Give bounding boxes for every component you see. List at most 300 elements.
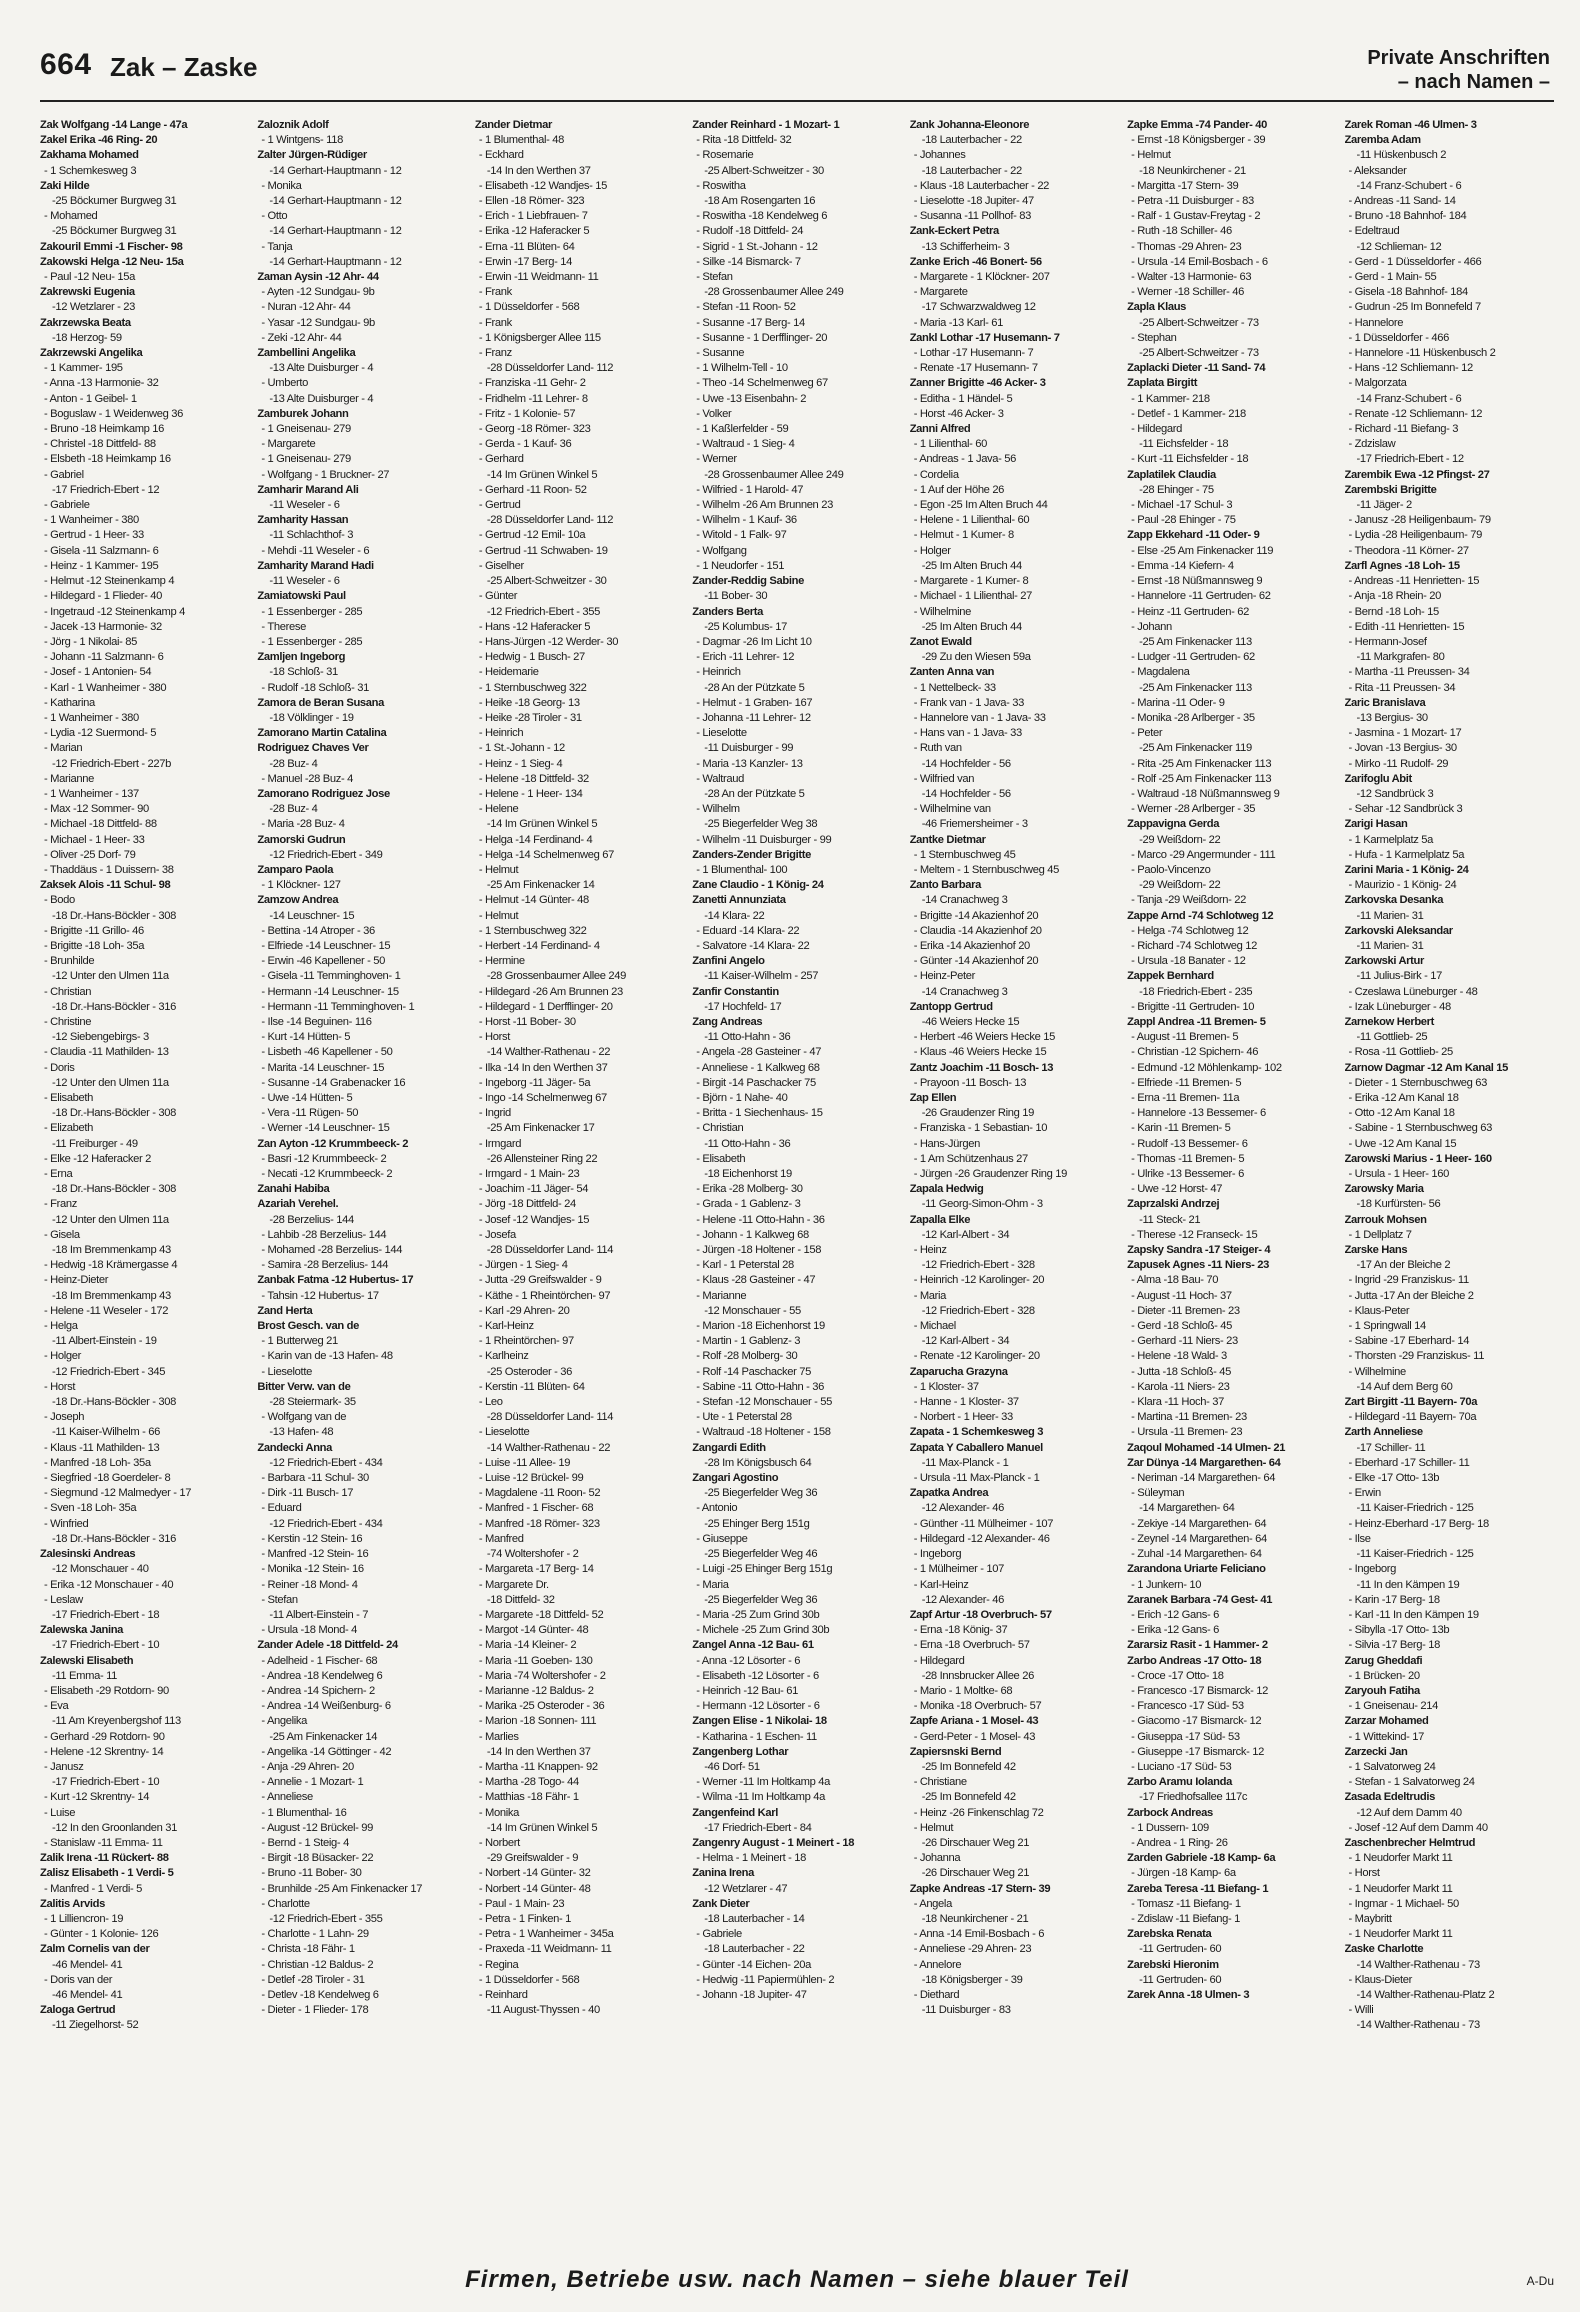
directory-entry: -12 Monschauer - 55 <box>704 1304 801 1317</box>
directory-entry: Zanfir Constantin <box>692 985 779 998</box>
directory-entry: -12 Wetzlarer - 23 <box>52 301 136 314</box>
directory-entry: - Erna -11 Blüten- 64 <box>478 240 575 253</box>
directory-entry: Zank Dieter <box>692 1897 750 1910</box>
directory-entry: -11 Gottlieb- 25 <box>1356 1031 1428 1044</box>
directory-entry: - Ernst -18 Nüßmannsweg 9 <box>1131 575 1263 588</box>
directory-entry: - Wolfgang - 1 Bruckner- 27 <box>261 468 390 481</box>
directory-entry: - Helene <box>478 803 519 816</box>
directory-entry: - Gerd-Peter - 1 Mosel- 43 <box>913 1730 1036 1743</box>
directory-entry: Zanner Brigitte -46 Acker- 3 <box>909 377 1046 390</box>
directory-entry: - Detlef -28 Tiroler - 31 <box>261 1973 365 1986</box>
directory-entry: Zander-Reddig Sabine <box>692 575 804 588</box>
directory-entry: - Ruth -18 Schiller- 46 <box>1131 225 1232 238</box>
directory-entry: Zanten Anna van <box>909 666 995 679</box>
directory-entry: - Ursula -14 Emil-Bosbach - 6 <box>1131 255 1268 268</box>
directory-entry: - Gerd -18 Schloß- 45 <box>1131 1320 1232 1333</box>
directory-entry: - Giuseppe <box>696 1532 748 1545</box>
directory-entry: - Horst <box>478 1031 510 1044</box>
directory-entry: -14 Im Grünen Winkel 5 <box>486 818 598 831</box>
directory-entry: Zalesinski Andreas <box>40 1548 136 1561</box>
directory-entry: - 1 Brücken- 20 <box>1348 1669 1420 1682</box>
directory-entry: Zarek Anna -18 Ulmen- 3 <box>1127 1988 1250 2001</box>
directory-entry: - Volker <box>696 407 732 420</box>
directory-entry: - Heinz-Eberhard -17 Berg- 18 <box>1348 1517 1489 1530</box>
directory-entry: - Fridhelm -11 Lehrer- 8 <box>478 392 588 405</box>
directory-entry: - Johann -11 Salzmann- 6 <box>44 651 164 664</box>
directory-entry: - Karin -17 Berg- 18 <box>1348 1593 1440 1606</box>
directory-entry: - Croce -17 Otto- 18 <box>1131 1669 1224 1682</box>
directory-entry: -13 Alte Duisburger - 4 <box>269 362 374 375</box>
directory-entry: - Lieselotte -18 Jupiter- 47 <box>913 195 1034 208</box>
directory-entry: -25 Am Finkenacker 14 <box>269 1730 378 1743</box>
directory-entry: - Monika <box>261 179 302 192</box>
directory-entry: - Hermine <box>478 955 525 968</box>
directory-entry: Zarth Anneliese <box>1344 1426 1423 1439</box>
directory-entry: - Josef - 1 Antonien- 54 <box>44 666 152 679</box>
directory-entry: -11 Otto-Hahn - 36 <box>704 1031 791 1044</box>
directory-entry: -13 Hafen- 48 <box>269 1426 334 1439</box>
page-footer <box>40 2266 1554 2298</box>
directory-entry: - Silke -14 Bismarck- 7 <box>696 255 801 268</box>
directory-entry: - Ernst -18 Königsberger - 39 <box>1131 134 1266 147</box>
directory-entry: - Heinz-Peter <box>913 970 976 983</box>
directory-entry: - Jürgen -18 Holtener - 158 <box>696 1244 822 1257</box>
directory-entry: - Brigitte -14 Akazienhof 20 <box>913 909 1039 922</box>
directory-entry: - 1 Kammer- 218 <box>1131 392 1210 405</box>
directory-entry: -17 Hochfeld- 17 <box>704 1000 782 1013</box>
directory-entry: - Helene -18 Dittfeld- 32 <box>478 772 589 785</box>
directory-entry: - Susanne -17 Berg- 14 <box>696 316 805 329</box>
directory-column <box>1345 118 1554 2252</box>
directory-entry: - Heidemarie <box>478 666 539 679</box>
directory-entry: -28 Grossenbaumer Allee 249 <box>486 970 627 983</box>
directory-entry: - Petra - 1 Wanheimer - 345a <box>478 1928 614 1941</box>
directory-entry: -14 Walther-Rathenau - 22 <box>486 1441 611 1454</box>
directory-entry: - Edith -11 Henrietten- 15 <box>1348 620 1465 633</box>
directory-entry: -12 Schlieman- 12 <box>1356 240 1442 253</box>
directory-entry: - Claudia -14 Akazienhof 20 <box>913 924 1042 937</box>
directory-entry: - Helene -11 Otto-Hahn - 36 <box>696 1213 825 1226</box>
directory-entry: - Martina -11 Bremen- 23 <box>1131 1411 1247 1424</box>
directory-entry: - Susanne -14 Grabenacker 16 <box>261 1076 406 1089</box>
directory-entry: - Brunhilde <box>44 955 95 968</box>
directory-entry: - Sigrid - 1 St.-Johann - 12 <box>696 240 818 253</box>
directory-entry: - 1 Düsseldorfer - 466 <box>1348 331 1450 344</box>
directory-entry: - Christel -18 Dittfeld- 88 <box>44 438 156 451</box>
directory-entry: - Hufa - 1 Karmelplatz 5a <box>1348 848 1465 861</box>
directory-entry: -18 Dr.-Hans-Böckler - 308 <box>52 1183 176 1196</box>
directory-entry: - Horst -11 Bober- 30 <box>478 1015 576 1028</box>
directory-entry: - Andreas -11 Henrietten- 15 <box>1348 575 1480 588</box>
directory-entry: - Margarete -18 Dittfeld- 52 <box>478 1608 604 1621</box>
directory-entry: - Sabine -11 Otto-Hahn - 36 <box>696 1380 825 1393</box>
directory-entry: - Heinz -26 Finkenschlag 72 <box>913 1806 1044 1819</box>
directory-entry: - Erich -11 Lehrer- 12 <box>696 651 795 664</box>
directory-entry: - Ilka -14 In den Werthen 37 <box>478 1061 608 1074</box>
directory-entry: - Uwe -12 Am Kanal 15 <box>1348 1137 1457 1150</box>
directory-entry: -17 Friedrich-Ebert - 18 <box>52 1608 160 1621</box>
directory-entry: - Lieselotte <box>261 1365 312 1378</box>
directory-entry: Zaprzalski Andrzej <box>1127 1198 1220 1211</box>
directory-entry: - Anneliese - 1 Kalkweg 68 <box>696 1061 820 1074</box>
directory-entry: Zappe Arnd -74 Schlotweg 12 <box>1127 909 1274 922</box>
section-title-line-1: Private Anschriften <box>1367 47 1550 69</box>
directory-entry: Zanni Alfred <box>909 423 971 436</box>
directory-entry: Rodriguez Chaves Ver <box>257 742 369 755</box>
directory-entry: - Gerd - 1 Düsseldorfer - 466 <box>1348 255 1482 268</box>
directory-entry: - Frank van - 1 Java- 33 <box>913 696 1025 709</box>
directory-entry: - Marianne <box>696 1289 747 1302</box>
directory-entry: Zaschenbrecher Helmtrud <box>1344 1836 1476 1849</box>
directory-entry: -28 An der Pützkate 5 <box>704 787 805 800</box>
directory-entry: - Hans -12 Schliemann- 12 <box>1348 362 1473 375</box>
directory-entry: - Eberhard -17 Schiller- 11 <box>1348 1456 1470 1469</box>
directory-entry: - Zdzislaw <box>1348 438 1396 451</box>
directory-entry: - Horst <box>1348 1867 1380 1880</box>
directory-entry: - Hildegard <box>1131 423 1182 436</box>
directory-entry: - Leo <box>478 1396 503 1409</box>
directory-entry: - Wilhelm - 1 Kauf- 36 <box>696 514 797 527</box>
directory-entry: Zapfe Ariana - 1 Mosel- 43 <box>909 1715 1039 1728</box>
directory-entry: - 1 Essenberger - 285 <box>261 605 363 618</box>
directory-entry: - Helene -11 Weseler - 172 <box>44 1304 169 1317</box>
directory-entry: - 1 Düsseldorfer - 568 <box>478 1973 580 1986</box>
directory-entry: Zarnekow Herbert <box>1344 1015 1435 1028</box>
directory-entry: -12 Unter den Ulmen 11a <box>52 970 169 983</box>
directory-entry: Zalisz Elisabeth - 1 Verdi- 5 <box>40 1867 174 1880</box>
directory-entry: Zart Birgitt -11 Bayern- 70a <box>1344 1396 1478 1409</box>
directory-entry: Zaranek Barbara -74 Gest- 41 <box>1127 1593 1273 1606</box>
directory-entry: - Elizabeth <box>44 1122 94 1135</box>
directory-entry: - Tanja -29 Weißdorn- 22 <box>1131 894 1247 907</box>
directory-entry: -11 Gertruden- 60 <box>1139 1943 1222 1956</box>
directory-entry: Zapke Andreas -17 Stern- 39 <box>909 1882 1051 1895</box>
directory-entry: - 1 Mülheimer - 107 <box>913 1563 1005 1576</box>
directory-entry: -29 Greifswalder - 9 <box>486 1852 579 1865</box>
directory-entry: - Marion -18 Sonnen- 111 <box>478 1715 597 1728</box>
directory-entry: -11 Eichsfelder - 18 <box>1139 438 1229 451</box>
directory-entry: - Doris <box>44 1061 75 1074</box>
directory-entry: - Luise -12 Brückel- 99 <box>478 1472 584 1485</box>
directory-entry: -14 Gerhart-Hauptmann - 12 <box>269 164 402 177</box>
directory-entry: - Britta - 1 Siechenhaus- 15 <box>696 1107 823 1120</box>
directory-entry: - Winfried <box>44 1517 89 1530</box>
directory-entry: - Erna -18 König- 37 <box>913 1624 1008 1637</box>
directory-entry: -26 Graudenzer Ring 19 <box>921 1107 1035 1120</box>
directory-entry: - Giuseppe -17 Bismarck- 12 <box>1131 1745 1265 1758</box>
directory-entry: - Richard -74 Schlotweg 12 <box>1131 939 1257 952</box>
directory-entry: -25 Albert-Schweitzer - 30 <box>704 164 824 177</box>
directory-entry: - Heinz <box>913 1244 947 1257</box>
directory-entry: - Therese <box>261 620 306 633</box>
directory-entry: Zaki Hilde <box>40 179 90 192</box>
directory-entry: - Ingrid -29 Franziskus- 11 <box>1348 1274 1469 1287</box>
directory-entry: - Theo -14 Schelmenweg 67 <box>696 377 828 390</box>
directory-entry: - Ingetraud -12 Steinenkamp 4 <box>44 605 185 618</box>
directory-entry: - Erika -12 Haferacker 5 <box>478 225 590 238</box>
directory-entry: -18 Lauterbacher - 14 <box>704 1912 805 1925</box>
directory-entry: - Horst <box>44 1380 76 1393</box>
directory-entry: - Bernd - 1 Steig- 4 <box>261 1836 349 1849</box>
directory-entry: -18 Lauterbacher - 22 <box>704 1943 805 1956</box>
directory-entry: - Rita -11 Preussen- 34 <box>1348 681 1456 694</box>
directory-entry: - Hannelore -11 Gertruden- 62 <box>1131 590 1271 603</box>
directory-entry: - Elisabeth <box>44 1092 94 1104</box>
directory-entry: - Angela <box>913 1897 952 1910</box>
directory-entry: - Elisabeth -12 Wandjes- 15 <box>478 179 608 192</box>
directory-entry: - Regina <box>478 1958 519 1971</box>
directory-entry: -14 Gerhart-Hauptmann - 12 <box>269 255 402 268</box>
directory-entry: - Marco -29 Angermunder - 111 <box>1131 848 1276 861</box>
directory-entry: - Fritz - 1 Kolonie- 57 <box>478 407 576 420</box>
directory-entry: Zanetti Annunziata <box>692 894 786 907</box>
directory-entry: - Anna -12 Lösorter - 6 <box>696 1654 801 1667</box>
directory-entry: -18 Dr.-Hans-Böckler - 308 <box>52 1396 176 1409</box>
directory-entry: - 1 Dussern- 109 <box>1131 1821 1209 1834</box>
directory-column <box>40 118 249 2252</box>
directory-entry: Zakrzewska Beata <box>40 316 131 329</box>
directory-entry: - Andrea -14 Weißenburg- 6 <box>261 1700 391 1713</box>
directory-entry: - Heike -18 Georg- 13 <box>478 696 580 709</box>
directory-entry: - Margot -14 Günter- 48 <box>478 1624 589 1637</box>
directory-entry: Zarkovski Aleksandar <box>1344 924 1453 937</box>
directory-entry: -14 Auf dem Berg 60 <box>1356 1380 1453 1393</box>
directory-entry: - Christa -18 Fähr- 1 <box>261 1943 355 1956</box>
directory-entry: - Max -12 Sommer- 90 <box>44 803 149 816</box>
directory-entry: Zaremba Adam <box>1344 134 1421 147</box>
directory-entry: - Andrea -14 Spichern- 2 <box>261 1684 375 1697</box>
directory-entry: - Marianne -12 Baldus- 2 <box>478 1684 594 1697</box>
directory-entry: - Hedwig -11 Papiermühlen- 2 <box>696 1973 835 1986</box>
directory-entry: - 1 Junkern- 10 <box>1131 1578 1202 1591</box>
directory-entry: - Karl - 1 Wanheimer - 380 <box>44 681 167 694</box>
directory-entry: Zamburek Johann <box>257 407 349 420</box>
directory-entry: - Werner -18 Schiller- 46 <box>1131 286 1245 299</box>
directory-entry: Zander Dietmar <box>474 119 553 131</box>
directory-entry: Zaplatilek Claudia <box>1127 468 1216 481</box>
directory-entry: Zanders-Zender Brigitte <box>692 848 812 861</box>
directory-entry: - Hermann -12 Lösorter - 6 <box>696 1700 820 1713</box>
directory-entry: Zareba Teresa -11 Biefang- 1 <box>1127 1882 1269 1895</box>
directory-entry: Zangenberg Lothar <box>692 1745 789 1758</box>
directory-entry: - Günter -14 Eichen- 20a <box>696 1958 811 1971</box>
directory-entry: - Rolf -14 Paschacker 75 <box>696 1365 811 1378</box>
directory-entry: -29 Zu den Wiesen 59a <box>921 651 1031 664</box>
directory-entry: -12 Siebengebirgs- 3 <box>52 1031 149 1044</box>
directory-entry: - Margarete <box>913 286 968 299</box>
directory-entry: - Erika -28 Molberg- 30 <box>696 1183 803 1196</box>
directory-entry: Zan Ayton -12 Krummbeeck- 2 <box>257 1137 409 1150</box>
directory-entry: - Gisela -18 Bahnhof- 184 <box>1348 286 1468 299</box>
directory-entry: - Jörg - 1 Nikolai- 85 <box>44 635 138 648</box>
directory-entry: - Holger <box>913 544 951 557</box>
directory-entry: - Tomasz -11 Biefang- 1 <box>1131 1897 1241 1910</box>
directory-entry: - Franz <box>478 347 512 360</box>
directory-entry: Zapiersnski Bernd <box>909 1745 1002 1758</box>
directory-entry: - Helga -14 Schelmenweg 67 <box>478 848 615 861</box>
directory-entry: - Kerstin -12 Stein- 16 <box>261 1532 363 1545</box>
directory-entry: - Heinrich -12 Karolinger- 20 <box>913 1274 1045 1287</box>
directory-entry: -11 Weseler - 6 <box>269 499 340 512</box>
directory-entry: - Ingeborg -11 Jäger- 5a <box>478 1076 591 1089</box>
directory-entry: -11 In den Kämpen 19 <box>1356 1578 1460 1591</box>
directory-entry: - Otto <box>261 210 288 223</box>
directory-entry: - Jasmina - 1 Mozart- 17 <box>1348 727 1462 740</box>
directory-entry: - Anton - 1 Geibel- 1 <box>44 392 137 405</box>
directory-entry: - 1 St.-Johann - 12 <box>478 742 565 755</box>
directory-entry: - Elfriede -14 Leuschner- 15 <box>261 939 391 952</box>
directory-entry: - Stefan -11 Roon- 52 <box>696 301 796 314</box>
directory-entry: - Holger <box>44 1350 81 1363</box>
directory-entry: - Helma - 1 Meinert - 18 <box>696 1852 806 1865</box>
directory-entry: -28 Innsbrucker Allee 26 <box>921 1669 1034 1682</box>
directory-entry: - Rudolf -13 Bessemer- 6 <box>1131 1137 1248 1150</box>
directory-entry: -25 Osteroder - 36 <box>486 1365 572 1378</box>
directory-entry: - Reinhard <box>478 1988 528 2001</box>
directory-entry: -17 Friedhofsallee 117c <box>1139 1791 1248 1804</box>
directory-entry: - Bettina -14 Atroper - 36 <box>261 924 375 937</box>
directory-entry: - Tanja <box>261 240 293 253</box>
directory-entry: - Elke -17 Otto- 13b <box>1348 1472 1440 1485</box>
directory-entry: -25 Am Finkenacker 113 <box>1139 681 1252 694</box>
directory-entry: -14 Im Grünen Winkel 5 <box>486 468 598 481</box>
directory-entry: -14 In den Werthen 37 <box>486 164 591 177</box>
directory-entry: Zand Herta <box>257 1304 313 1317</box>
directory-entry: - Hildegard -26 Am Brunnen 23 <box>478 985 623 998</box>
directory-entry: -11 Schlachthof- 3 <box>269 529 354 542</box>
directory-entry: - Angelika <box>261 1715 308 1728</box>
directory-entry: - Matthias -18 Fähr- 1 <box>478 1791 579 1804</box>
directory-entry: - Marlies <box>478 1730 519 1743</box>
directory-entry: - Hans-Jürgen -12 Werder- 30 <box>478 635 619 648</box>
directory-entry: - Gertrud <box>478 499 521 512</box>
directory-entry: -25 Kolumbus- 17 <box>704 620 787 633</box>
directory-entry: - Helene - 1 Lilienthal- 60 <box>913 514 1030 527</box>
directory-entry: - Gisela -11 Temminghoven- 1 <box>261 970 401 983</box>
directory-entry: Zamparo Paola <box>257 863 334 876</box>
directory-entry: - Martha -11 Preussen- 34 <box>1348 666 1470 679</box>
directory-entry: - Ingo -14 Schelmenweg 67 <box>478 1092 607 1104</box>
directory-entry: - Erwin -11 Weidmann- 11 <box>478 271 599 284</box>
directory-entry: - 1 Nettelbeck- 33 <box>913 681 996 694</box>
directory-entry: - Diethard <box>913 1988 960 2001</box>
directory-entry: - 1 Neudorfer Markt 11 <box>1348 1852 1453 1865</box>
directory-entry: - Gerda - 1 Kauf- 36 <box>478 438 572 451</box>
directory-entry: Zamorski Gudrun <box>257 833 346 846</box>
directory-entry: - Klara -11 Hoch- 37 <box>1131 1396 1225 1409</box>
directory-column <box>910 118 1119 2252</box>
directory-entry: - Karlheinz <box>478 1350 529 1363</box>
directory-entry: - Bruno -11 Bober- 30 <box>261 1867 362 1880</box>
directory-entry: - Johanna <box>913 1852 961 1865</box>
directory-entry: - Brigitte -18 Loh- 35a <box>44 939 145 952</box>
directory-entry: - Helmut <box>1131 149 1171 162</box>
directory-entry: Zambellini Angelika <box>257 347 356 360</box>
directory-entry: - Monika -12 Stein- 16 <box>261 1563 364 1576</box>
directory-entry: - Marian <box>44 742 83 755</box>
directory-entry: Zankl Lothar -17 Husemann- 7 <box>909 331 1060 344</box>
directory-entry: - Lydia -12 Suermond- 5 <box>44 727 157 740</box>
directory-entry: - Ilse <box>1348 1532 1371 1545</box>
directory-entry: - 1 Am Schützenhaus 27 <box>913 1152 1028 1165</box>
directory-column <box>257 118 466 2252</box>
directory-entry: -28 Grossenbaumer Allee 249 <box>704 468 844 481</box>
directory-entry: -12 Friedrich-Ebert - 328 <box>921 1304 1035 1317</box>
directory-entry: - Siegfried -18 Goerdeler- 8 <box>44 1472 171 1485</box>
directory-entry: - Barbara -11 Schul- 30 <box>261 1472 369 1485</box>
directory-entry: - Claudia -11 Mathilden- 13 <box>44 1046 169 1059</box>
directory-entry: -25 Biegerfelder Weg 36 <box>704 1487 818 1500</box>
directory-entry: - 1 Lilienthal- 60 <box>913 438 987 451</box>
directory-entry: - 1 Düsseldorfer - 568 <box>478 301 580 314</box>
directory-entry: Zaryouh Fatiha <box>1344 1684 1420 1697</box>
directory-entry: -13 Alte Duisburger - 4 <box>269 392 374 405</box>
directory-entry: - Bruno -18 Heimkamp 16 <box>44 423 165 436</box>
directory-entry: - Sabine - 1 Sternbuschweg 63 <box>1348 1122 1492 1135</box>
directory-entry: Zamljen Ingeborg <box>257 651 346 664</box>
directory-entry: - Otto -12 Am Kanal 18 <box>1348 1107 1455 1120</box>
directory-entry: Zamharir Marand Ali <box>257 483 359 496</box>
directory-entry: - Jürgen -18 Kamp- 6a <box>1131 1867 1236 1880</box>
directory-entry: - Bruno -18 Bahnhof- 184 <box>1348 210 1467 223</box>
directory-entry: - Wilhelmine <box>913 605 972 618</box>
directory-entry: - Yasar -12 Sundgau- 9b <box>261 316 375 329</box>
directory-entry: -18 Neunkirchener - 21 <box>1139 164 1246 177</box>
directory-entry: -12 Friedrich-Ebert - 349 <box>269 848 383 861</box>
directory-entry: Zangardi Edith <box>692 1441 766 1454</box>
directory-entry: -18 Im Bremmenkamp 43 <box>52 1244 171 1257</box>
directory-entry: Zaske Charlotte <box>1344 1943 1424 1956</box>
directory-entry: - Dagmar -26 Im Licht 10 <box>696 635 812 648</box>
directory-entry: - Rolf -28 Molberg- 30 <box>696 1350 798 1363</box>
directory-entry: - Jovan -13 Bergius- 30 <box>1348 742 1457 755</box>
directory-entry: - Hannelore <box>1348 316 1404 329</box>
directory-entry: - Paul -12 Neu- 15a <box>44 271 135 284</box>
directory-entry: - Hildegard - 1 Flieder- 40 <box>44 590 163 603</box>
directory-entry: - Magdalena <box>1131 666 1190 679</box>
directory-entry: - Joachim -11 Jäger- 54 <box>478 1183 589 1196</box>
directory-entry: -25 Albert-Schweitzer - 30 <box>486 575 607 588</box>
directory-entry: - 1 Schemkesweg 3 <box>44 164 137 177</box>
directory-entry: -18 Dittfeld- 32 <box>486 1593 555 1606</box>
directory-entry: - Gerd - 1 Main- 55 <box>1348 271 1437 284</box>
directory-entry: - Horst -46 Acker- 3 <box>913 407 1004 420</box>
directory-entry: Zaric Branislava <box>1344 696 1426 709</box>
directory-entry: - Josef -12 Auf dem Damm 40 <box>1348 1821 1488 1834</box>
directory-entry: - Roswitha <box>696 179 746 192</box>
directory-entry: - Edmund -12 Möhlenkamp- 102 <box>1131 1061 1282 1074</box>
directory-entry: - Paolo-Vincenzo <box>1131 863 1211 876</box>
directory-entry: Zaplata Birgitt <box>1127 377 1198 390</box>
directory-entry: -25 Am Finkenacker 17 <box>486 1122 595 1135</box>
directory-entry: -18 Schloß- 31 <box>269 666 338 679</box>
directory-entry: - Samira -28 Berzelius- 144 <box>261 1259 389 1272</box>
directory-entry: - 1 Klöckner- 127 <box>261 879 341 892</box>
directory-entry: -18 Herzog- 59 <box>52 331 122 344</box>
directory-entry: - Gabriele <box>44 499 90 512</box>
directory-entry: -11 Marien- 31 <box>1356 939 1424 952</box>
directory-entry: - Eduard <box>261 1502 302 1515</box>
directory-entry: - Gertrud -11 Schwaben- 19 <box>478 544 608 557</box>
directory-entry: - Werner -11 Im Holtkamp 4a <box>696 1776 831 1789</box>
directory-entry: - Heinz -11 Gertruden- 62 <box>1131 605 1249 618</box>
directory-entry: -18 Am Rosengarten 16 <box>704 195 816 208</box>
directory-entry: Zanders Berta <box>692 605 763 618</box>
directory-entry: - Michael <box>913 1320 956 1333</box>
directory-entry: -11 Georg-Simon-Ohm - 3 <box>921 1198 1043 1211</box>
directory-entry: - Reiner -18 Mond- 4 <box>261 1578 358 1591</box>
directory-entry: -17 Friedrich-Ebert - 10 <box>52 1639 160 1652</box>
